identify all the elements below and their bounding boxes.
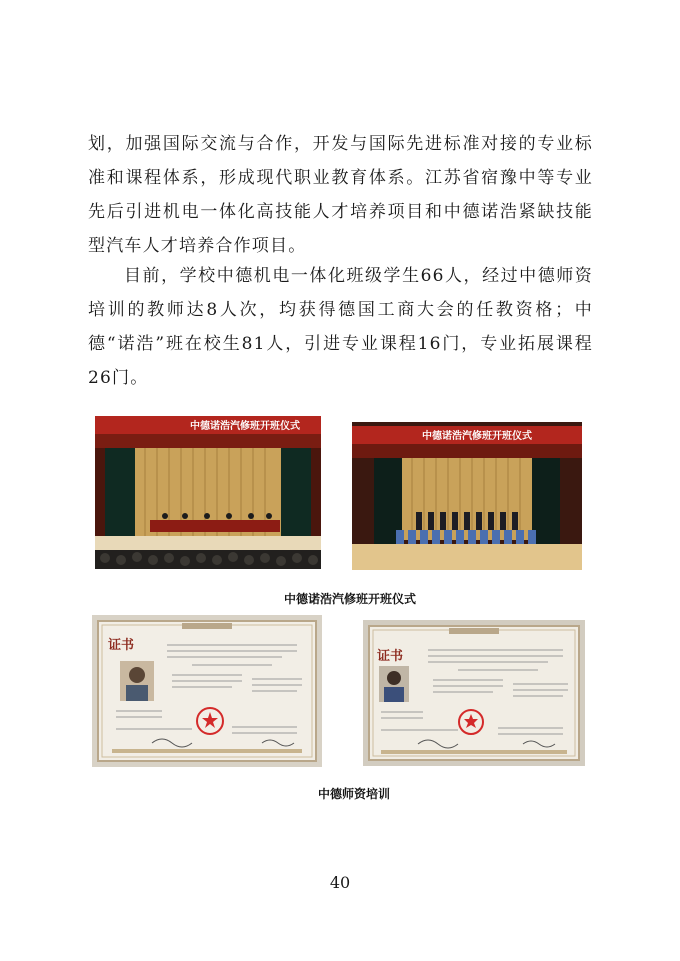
ceremony-banner-1: 中德诺浩汽修班开班仪式: [190, 421, 300, 432]
page-number: 40: [329, 873, 351, 892]
body-paragraph-1: 划，加强国际交流与合作，开发与国际先进标准对接的专业标准和课程体系，形成现代职业教育体系。江苏省宿豫中等专业先后引进机电一体化高技能人才培养项目和中德诺浩紧缺技能型汽车人才培养合作项目。: [88, 134, 593, 256]
certificate-photo-2: [363, 620, 585, 766]
certificate-title-1: 证书: [108, 638, 135, 653]
ceremony-photo-1: [95, 416, 321, 569]
figure-caption-training: 中德师资培训: [318, 787, 391, 801]
certificate-title-2: 证书: [377, 649, 404, 664]
figure-caption-ceremony: 中德诺浩汽修班开班仪式: [284, 592, 417, 606]
ceremony-photo-2: [352, 422, 582, 570]
certificate-photo-1: [92, 615, 322, 767]
body-paragraph-2: 目前，学校中德机电一体化班级学生66人，经过中德师资培训的教师达8人次，均获得德国工商大会的任教资格；中德“诺浩”班在校生81人，引进专业课程16门，专业拓展课程26门。: [88, 266, 593, 388]
ceremony-banner-2: 中德诺浩汽修班开班仪式: [422, 431, 532, 442]
